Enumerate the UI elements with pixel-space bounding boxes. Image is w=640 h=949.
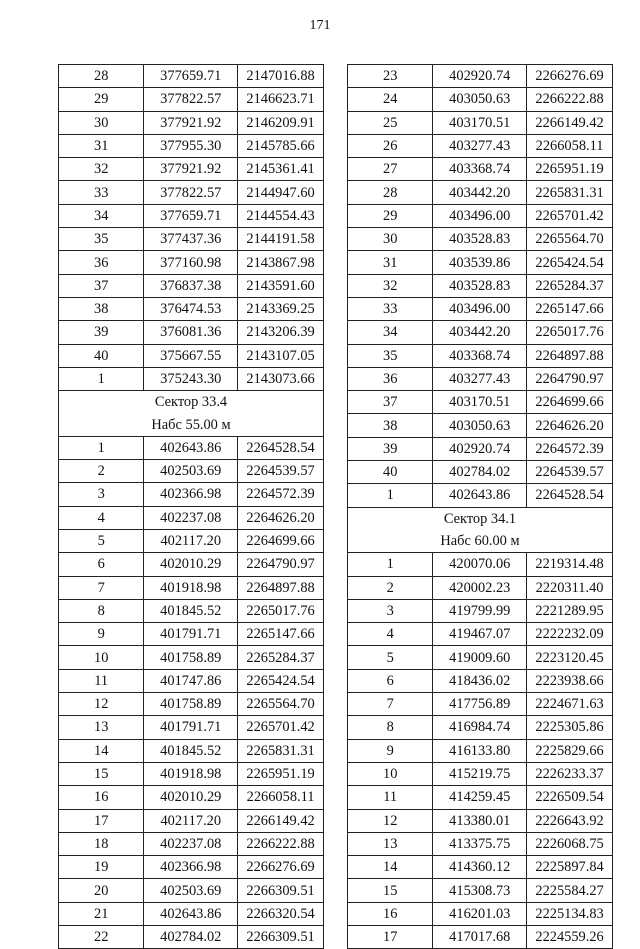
table-row: [59, 786, 324, 809]
x-coordinate-cell: 402643.86: [144, 436, 238, 459]
x-coordinate-cell: 417017.68: [433, 925, 527, 948]
table-row: [59, 529, 324, 552]
x-coordinate-cell: 417756.89: [433, 693, 527, 716]
table-row: [348, 88, 613, 111]
point-number-cell: 15: [59, 762, 144, 785]
table-row: [348, 669, 613, 692]
x-coordinate-cell: 375667.55: [144, 344, 238, 367]
x-coordinate-cell: 402643.86: [144, 902, 238, 925]
point-number-cell: 20: [59, 879, 144, 902]
y-coordinate-cell: 2146623.71: [238, 88, 324, 111]
y-coordinate-cell: 2266058.11: [238, 786, 324, 809]
table-row: [59, 832, 324, 855]
x-coordinate-cell: 376474.53: [144, 297, 238, 320]
y-coordinate-cell: 2266276.69: [527, 65, 613, 88]
point-number-cell: 26: [348, 134, 433, 157]
point-number-cell: 29: [59, 88, 144, 111]
x-coordinate-cell: 403050.63: [433, 414, 527, 437]
point-number-cell: 35: [59, 228, 144, 251]
x-coordinate-cell: 403528.83: [433, 274, 527, 297]
x-coordinate-cell: 401845.52: [144, 739, 238, 762]
sector-height-row: [348, 530, 613, 553]
table-row: [59, 925, 324, 948]
y-coordinate-cell: 2265951.19: [527, 158, 613, 181]
point-number-cell: 28: [348, 181, 433, 204]
y-coordinate-cell: 2144947.60: [238, 181, 324, 204]
table-row: [59, 646, 324, 669]
point-number-cell: 36: [59, 251, 144, 274]
table-row: [348, 111, 613, 134]
point-number-cell: 36: [348, 367, 433, 390]
y-coordinate-cell: 2226068.75: [527, 832, 613, 855]
y-coordinate-cell: 2143206.39: [238, 321, 324, 344]
y-coordinate-cell: 2265424.54: [238, 669, 324, 692]
sector-title: Сектор 34.1: [348, 507, 613, 530]
table-row: [348, 391, 613, 414]
table-row: [348, 484, 613, 507]
x-coordinate-cell: 402366.98: [144, 856, 238, 879]
x-coordinate-cell: 419009.60: [433, 646, 527, 669]
point-number-cell: 28: [59, 65, 144, 88]
x-coordinate-cell: 377822.57: [144, 181, 238, 204]
y-coordinate-cell: 2219314.48: [527, 553, 613, 576]
x-coordinate-cell: 377822.57: [144, 88, 238, 111]
point-number-cell: 11: [59, 669, 144, 692]
y-coordinate-cell: 2265147.66: [527, 297, 613, 320]
point-number-cell: 31: [59, 134, 144, 157]
y-coordinate-cell: 2224559.26: [527, 925, 613, 948]
table-row: [348, 65, 613, 88]
x-coordinate-cell: 402237.08: [144, 506, 238, 529]
y-coordinate-cell: 2225305.86: [527, 716, 613, 739]
x-coordinate-cell: 403496.00: [433, 297, 527, 320]
sector-height: Набс 55.00 м: [59, 413, 324, 436]
y-coordinate-cell: 2266320.54: [238, 902, 324, 925]
table-row: [348, 181, 613, 204]
point-number-cell: 15: [348, 879, 433, 902]
x-coordinate-cell: 413380.01: [433, 809, 527, 832]
point-number-cell: 12: [59, 693, 144, 716]
table-row: [348, 158, 613, 181]
point-number-cell: 1: [59, 436, 144, 459]
y-coordinate-cell: 2143107.05: [238, 344, 324, 367]
x-coordinate-cell: 401791.71: [144, 716, 238, 739]
table-row: [59, 134, 324, 157]
x-coordinate-cell: 403368.74: [433, 158, 527, 181]
point-number-cell: 25: [348, 111, 433, 134]
table-row: [348, 623, 613, 646]
point-number-cell: 12: [348, 809, 433, 832]
x-coordinate-cell: 403277.43: [433, 134, 527, 157]
x-coordinate-cell: 403368.74: [433, 344, 527, 367]
y-coordinate-cell: 2265147.66: [238, 623, 324, 646]
y-coordinate-cell: 2265831.31: [527, 181, 613, 204]
point-number-cell: 34: [348, 321, 433, 344]
table-row: [59, 65, 324, 88]
table-row: [59, 204, 324, 227]
y-coordinate-cell: 2266222.88: [238, 832, 324, 855]
table-row: [348, 344, 613, 367]
x-coordinate-cell: 402010.29: [144, 786, 238, 809]
x-coordinate-cell: 403170.51: [433, 391, 527, 414]
table-row: [59, 809, 324, 832]
point-number-cell: 37: [348, 391, 433, 414]
point-number-cell: 8: [59, 599, 144, 622]
point-number-cell: 4: [59, 506, 144, 529]
y-coordinate-cell: 2264528.54: [238, 436, 324, 459]
x-coordinate-cell: 402117.20: [144, 809, 238, 832]
y-coordinate-cell: 2264572.39: [527, 437, 613, 460]
point-number-cell: 4: [348, 623, 433, 646]
x-coordinate-cell: 413375.75: [433, 832, 527, 855]
x-coordinate-cell: 420002.23: [433, 576, 527, 599]
table-row: [59, 599, 324, 622]
y-coordinate-cell: 2226643.92: [527, 809, 613, 832]
point-number-cell: 11: [348, 786, 433, 809]
y-coordinate-cell: 2265284.37: [527, 274, 613, 297]
table-row: [59, 669, 324, 692]
x-coordinate-cell: 377955.30: [144, 134, 238, 157]
y-coordinate-cell: 2264528.54: [527, 484, 613, 507]
x-coordinate-cell: 403528.83: [433, 228, 527, 251]
point-number-cell: 6: [59, 553, 144, 576]
point-number-cell: 14: [348, 856, 433, 879]
point-number-cell: 33: [348, 297, 433, 320]
y-coordinate-cell: 2266149.42: [527, 111, 613, 134]
table-row: [59, 739, 324, 762]
table-row: [348, 716, 613, 739]
x-coordinate-cell: 401918.98: [144, 576, 238, 599]
x-coordinate-cell: 402503.69: [144, 879, 238, 902]
y-coordinate-cell: 2264897.88: [527, 344, 613, 367]
y-coordinate-cell: 2264572.39: [238, 483, 324, 506]
table-row: [348, 367, 613, 390]
x-coordinate-cell: 402784.02: [144, 925, 238, 948]
table-row: [59, 693, 324, 716]
point-number-cell: 32: [59, 158, 144, 181]
x-coordinate-cell: 377921.92: [144, 158, 238, 181]
point-number-cell: 17: [348, 925, 433, 948]
point-number-cell: 1: [348, 484, 433, 507]
table-row: [348, 297, 613, 320]
y-coordinate-cell: 2264790.97: [238, 553, 324, 576]
point-number-cell: 7: [348, 693, 433, 716]
y-coordinate-cell: 2264897.88: [238, 576, 324, 599]
point-number-cell: 5: [59, 529, 144, 552]
y-coordinate-cell: 2222232.09: [527, 623, 613, 646]
point-number-cell: 32: [348, 274, 433, 297]
y-coordinate-cell: 2225134.83: [527, 902, 613, 925]
y-coordinate-cell: 2265564.70: [527, 228, 613, 251]
y-coordinate-cell: 2264699.66: [238, 529, 324, 552]
table-row: [59, 274, 324, 297]
table-row: [348, 576, 613, 599]
y-coordinate-cell: 2264626.20: [238, 506, 324, 529]
y-coordinate-cell: 2264539.57: [527, 461, 613, 484]
table-row: [59, 367, 324, 390]
table-row: [348, 739, 613, 762]
point-number-cell: 21: [59, 902, 144, 925]
x-coordinate-cell: 401845.52: [144, 599, 238, 622]
page-number: 171: [309, 18, 331, 33]
x-coordinate-cell: 403496.00: [433, 204, 527, 227]
y-coordinate-cell: 2265831.31: [238, 739, 324, 762]
y-coordinate-cell: 2265951.19: [238, 762, 324, 785]
x-coordinate-cell: 415308.73: [433, 879, 527, 902]
point-number-cell: 39: [59, 321, 144, 344]
x-coordinate-cell: 403442.20: [433, 321, 527, 344]
table-row: [348, 251, 613, 274]
sector-header-row: [59, 391, 324, 414]
table-row: [348, 762, 613, 785]
x-coordinate-cell: 377659.71: [144, 65, 238, 88]
x-coordinate-cell: 377659.71: [144, 204, 238, 227]
y-coordinate-cell: 2264626.20: [527, 414, 613, 437]
point-number-cell: 31: [348, 251, 433, 274]
y-coordinate-cell: 2265701.42: [238, 716, 324, 739]
x-coordinate-cell: 377921.92: [144, 111, 238, 134]
point-number-cell: 29: [348, 204, 433, 227]
point-number-cell: 16: [348, 902, 433, 925]
x-coordinate-cell: 376081.36: [144, 321, 238, 344]
table-row: [59, 762, 324, 785]
x-coordinate-cell: 418436.02: [433, 669, 527, 692]
table-row: [348, 809, 613, 832]
table-row: [59, 623, 324, 646]
x-coordinate-cell: 419799.99: [433, 599, 527, 622]
table-row: [348, 599, 613, 622]
table-row: [348, 553, 613, 576]
x-coordinate-cell: 402920.74: [433, 65, 527, 88]
y-coordinate-cell: 2223120.45: [527, 646, 613, 669]
x-coordinate-cell: 401791.71: [144, 623, 238, 646]
x-coordinate-cell: 377160.98: [144, 251, 238, 274]
table-row: [348, 134, 613, 157]
coordinates-table-left: [58, 64, 324, 949]
table-row: [348, 786, 613, 809]
x-coordinate-cell: 414259.45: [433, 786, 527, 809]
table-row: [59, 321, 324, 344]
y-coordinate-cell: 2223938.66: [527, 669, 613, 692]
x-coordinate-cell: 403170.51: [433, 111, 527, 134]
x-coordinate-cell: 402366.98: [144, 483, 238, 506]
table-row: [348, 832, 613, 855]
y-coordinate-cell: 2266222.88: [527, 88, 613, 111]
y-coordinate-cell: 2143867.98: [238, 251, 324, 274]
table-row: [348, 274, 613, 297]
y-coordinate-cell: 2265284.37: [238, 646, 324, 669]
table-row: [59, 111, 324, 134]
y-coordinate-cell: 2265564.70: [238, 693, 324, 716]
y-coordinate-cell: 2145361.41: [238, 158, 324, 181]
table-row: [59, 344, 324, 367]
table-row: [348, 925, 613, 948]
point-number-cell: 9: [348, 739, 433, 762]
y-coordinate-cell: 2225897.84: [527, 856, 613, 879]
point-number-cell: 40: [59, 344, 144, 367]
table-row: [59, 483, 324, 506]
point-number-cell: 27: [348, 158, 433, 181]
point-number-cell: 19: [59, 856, 144, 879]
point-number-cell: 16: [59, 786, 144, 809]
x-coordinate-cell: 402117.20: [144, 529, 238, 552]
y-coordinate-cell: 2265017.76: [527, 321, 613, 344]
y-coordinate-cell: 2264539.57: [238, 460, 324, 483]
x-coordinate-cell: 415219.75: [433, 762, 527, 785]
point-number-cell: 30: [348, 228, 433, 251]
y-coordinate-cell: 2220311.40: [527, 576, 613, 599]
sector-header-row: [348, 507, 613, 530]
point-number-cell: 3: [348, 599, 433, 622]
x-coordinate-cell: 403442.20: [433, 181, 527, 204]
y-coordinate-cell: 2225584.27: [527, 879, 613, 902]
x-coordinate-cell: 416984.74: [433, 716, 527, 739]
table-row: [59, 506, 324, 529]
point-number-cell: 2: [348, 576, 433, 599]
x-coordinate-cell: 377437.36: [144, 228, 238, 251]
point-number-cell: 13: [59, 716, 144, 739]
table-row: [348, 321, 613, 344]
sector-title: Сектор 33.4: [59, 391, 324, 414]
sector-height: Набс 60.00 м: [348, 530, 613, 553]
point-number-cell: 18: [59, 832, 144, 855]
x-coordinate-cell: 401918.98: [144, 762, 238, 785]
y-coordinate-cell: 2225829.66: [527, 739, 613, 762]
x-coordinate-cell: 403277.43: [433, 367, 527, 390]
point-number-cell: 8: [348, 716, 433, 739]
y-coordinate-cell: 2224671.63: [527, 693, 613, 716]
table-row: [59, 460, 324, 483]
table-row: [348, 856, 613, 879]
table-row: [348, 693, 613, 716]
x-coordinate-cell: 402643.86: [433, 484, 527, 507]
point-number-cell: 6: [348, 669, 433, 692]
y-coordinate-cell: 2266276.69: [238, 856, 324, 879]
y-coordinate-cell: 2144554.43: [238, 204, 324, 227]
y-coordinate-cell: 2226233.37: [527, 762, 613, 785]
table-row: [348, 902, 613, 925]
point-number-cell: 33: [59, 181, 144, 204]
table-row: [348, 414, 613, 437]
point-number-cell: 7: [59, 576, 144, 599]
point-number-cell: 40: [348, 461, 433, 484]
table-row: [348, 461, 613, 484]
point-number-cell: 39: [348, 437, 433, 460]
table-row: [348, 228, 613, 251]
point-number-cell: 30: [59, 111, 144, 134]
coordinates-table-right: [347, 64, 613, 949]
table-row: [59, 879, 324, 902]
point-number-cell: 24: [348, 88, 433, 111]
point-number-cell: 5: [348, 646, 433, 669]
y-coordinate-cell: 2221289.95: [527, 599, 613, 622]
x-coordinate-cell: 419467.07: [433, 623, 527, 646]
x-coordinate-cell: 401747.86: [144, 669, 238, 692]
x-coordinate-cell: 420070.06: [433, 553, 527, 576]
x-coordinate-cell: 401758.89: [144, 693, 238, 716]
point-number-cell: 1: [59, 367, 144, 390]
y-coordinate-cell: 2143591.60: [238, 274, 324, 297]
table-row: [59, 251, 324, 274]
y-coordinate-cell: 2226509.54: [527, 786, 613, 809]
point-number-cell: 35: [348, 344, 433, 367]
point-number-cell: 38: [348, 414, 433, 437]
y-coordinate-cell: 2266309.51: [238, 879, 324, 902]
table-row: [348, 646, 613, 669]
point-number-cell: 10: [348, 762, 433, 785]
y-coordinate-cell: 2265424.54: [527, 251, 613, 274]
x-coordinate-cell: 416133.80: [433, 739, 527, 762]
y-coordinate-cell: 2266309.51: [238, 925, 324, 948]
x-coordinate-cell: 416201.03: [433, 902, 527, 925]
table-row: [348, 437, 613, 460]
y-coordinate-cell: 2144191.58: [238, 228, 324, 251]
table-row: [59, 553, 324, 576]
point-number-cell: 37: [59, 274, 144, 297]
point-number-cell: 9: [59, 623, 144, 646]
y-coordinate-cell: 2265701.42: [527, 204, 613, 227]
point-number-cell: 10: [59, 646, 144, 669]
y-coordinate-cell: 2143073.66: [238, 367, 324, 390]
x-coordinate-cell: 402503.69: [144, 460, 238, 483]
table-row: [348, 879, 613, 902]
point-number-cell: 14: [59, 739, 144, 762]
point-number-cell: 34: [59, 204, 144, 227]
point-number-cell: 1: [348, 553, 433, 576]
x-coordinate-cell: 403539.86: [433, 251, 527, 274]
y-coordinate-cell: 2145785.66: [238, 134, 324, 157]
y-coordinate-cell: 2266149.42: [238, 809, 324, 832]
table-row: [59, 856, 324, 879]
table-row: [59, 576, 324, 599]
y-coordinate-cell: 2147016.88: [238, 65, 324, 88]
x-coordinate-cell: 402010.29: [144, 553, 238, 576]
y-coordinate-cell: 2146209.91: [238, 111, 324, 134]
x-coordinate-cell: 401758.89: [144, 646, 238, 669]
point-number-cell: 17: [59, 809, 144, 832]
table-row: [59, 228, 324, 251]
point-number-cell: 3: [59, 483, 144, 506]
y-coordinate-cell: 2264790.97: [527, 367, 613, 390]
x-coordinate-cell: 414360.12: [433, 856, 527, 879]
y-coordinate-cell: 2266058.11: [527, 134, 613, 157]
x-coordinate-cell: 403050.63: [433, 88, 527, 111]
table-row: [59, 297, 324, 320]
x-coordinate-cell: 402920.74: [433, 437, 527, 460]
y-coordinate-cell: 2264699.66: [527, 391, 613, 414]
y-coordinate-cell: 2143369.25: [238, 297, 324, 320]
table-row: [59, 716, 324, 739]
sector-height-row: [59, 413, 324, 436]
point-number-cell: 2: [59, 460, 144, 483]
table-row: [59, 902, 324, 925]
point-number-cell: 23: [348, 65, 433, 88]
x-coordinate-cell: 402237.08: [144, 832, 238, 855]
table-row: [59, 158, 324, 181]
table-row: [59, 181, 324, 204]
x-coordinate-cell: 402784.02: [433, 461, 527, 484]
y-coordinate-cell: 2265017.76: [238, 599, 324, 622]
point-number-cell: 38: [59, 297, 144, 320]
table-row: [59, 436, 324, 459]
point-number-cell: 22: [59, 925, 144, 948]
x-coordinate-cell: 375243.30: [144, 367, 238, 390]
point-number-cell: 13: [348, 832, 433, 855]
x-coordinate-cell: 376837.38: [144, 274, 238, 297]
table-row: [59, 88, 324, 111]
table-row: [348, 204, 613, 227]
